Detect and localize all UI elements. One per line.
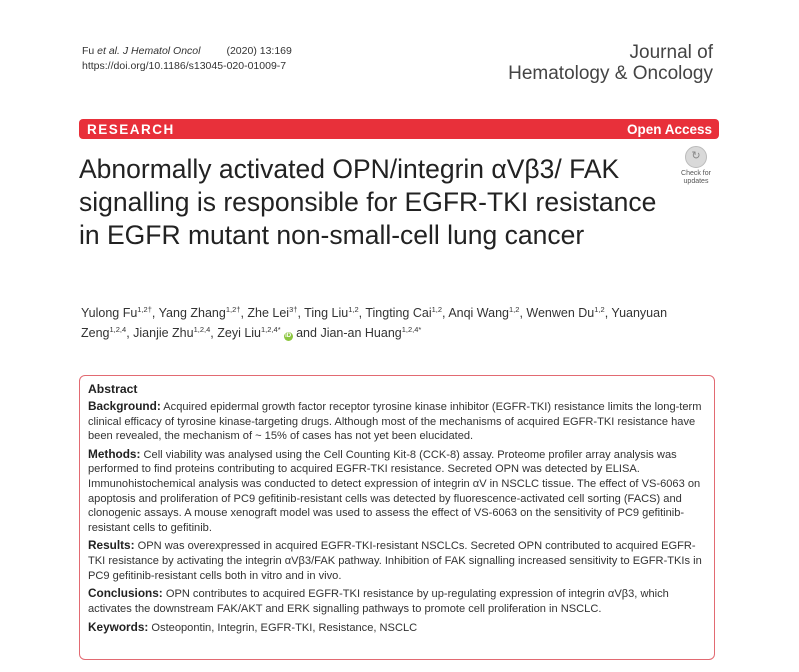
author-affiliation: 1,2,4*: [261, 325, 281, 334]
background-text: Acquired epidermal growth factor receptor tyrosine kinase inhibitor (EGFR-TKI) resistance limits the long-term clinical efficacy of tyrosine kinase-targeting drugs. Although most of the mechanisms of acquired EGFR-TKI resistance have been revealed, the mechanism of ~ 15% of cases has not yet been elucidated.: [88, 401, 702, 443]
author-separator: ,: [297, 306, 305, 320]
author-list: [81, 303, 701, 343]
author-affiliation: 1,2,4*: [401, 325, 422, 334]
author-name[interactable]: Zeyi Liu: [217, 326, 262, 340]
abstract-methods: [88, 447, 706, 536]
abstract-box: [79, 375, 715, 660]
methods-label: Methods:: [88, 446, 141, 461]
citation-block: [82, 44, 292, 74]
abstract-keywords: [88, 620, 706, 636]
author-name[interactable]: Zhe Lei: [247, 306, 290, 320]
author-affiliation: 1,2†: [137, 305, 152, 314]
results-label: Results:: [88, 538, 135, 553]
journal-name-line1: Journal of: [629, 42, 713, 63]
doi-link[interactable]: https://doi.org/10.1186/s13045-020-01009-7: [82, 60, 287, 72]
author-separator: ,: [126, 326, 134, 340]
results-text: OPN was overexpressed in acquired EGFR-TKI-resistant NSCLCs. Secreted OPN contributed to acquired EGFR-TKI resistance by activating the integrin αVβ3/FAK pathway. Inhibition of FAK signalling increased sensitivity to EGFR-TKIs in PC9 gefitinib-resistant cells both in vitro and in vivo.: [88, 540, 702, 582]
author-affiliation: 1,2: [431, 305, 443, 314]
author-affiliation: 1,2,4: [193, 325, 211, 334]
author-separator: ,: [240, 306, 248, 320]
author-affiliation: 1,2,4: [109, 325, 127, 334]
check-for-updates-icon: ↻: [685, 146, 707, 168]
abstract-background: [88, 399, 706, 444]
abstract-results: [88, 538, 706, 583]
keywords-text: Osteopontin, Integrin, EGFR-TKI, Resistance, NSCLC: [151, 622, 418, 635]
abstract-heading: Abstract: [88, 382, 138, 396]
author-name[interactable]: Yulong Fu: [81, 306, 138, 320]
author-name[interactable]: Wenwen Du: [526, 306, 595, 320]
author-separator: ,: [442, 306, 449, 320]
author-name[interactable]: Ting Liu: [304, 306, 349, 320]
check-for-updates-line1: Check for: [681, 170, 711, 177]
conclusions-text: OPN contributes to acquired EGFR-TKI resistance by up-regulating expression of integrin αVβ3, which activates the downstream FAK/AKT and ERK signalling pathways to promote cell proliferation in NSCLC.: [88, 588, 669, 615]
author-separator: ,: [358, 306, 366, 320]
author-name[interactable]: Yuanyuan Zeng: [81, 306, 668, 340]
author-separator: ,: [604, 306, 612, 320]
section-label: RESEARCH: [87, 121, 175, 137]
orcid-icon[interactable]: iD: [285, 333, 292, 339]
methods-text: Cell viability was analysed using the Cell Counting Kit-8 (CCK-8) assay. Proteome profiler array analysis was performed to find proteins contributing to acquired EGFR-TKI resistance. Secreted OPN was detected by ELISA. Immunohistochemical analysis was conducted to detect expression of integrin αV in NSCLC tissue. The effect of VS-6063 on apoptosis and proliferation of PC9 gefitinib-resistant cells was detected by fluorescence-activated cell sorting (FACS) and clonogenic assays. A mouse xenograft model was used to assess the effect of VS-6063 on the sensitivity of PC9 gefitinib-resistant cells to gefitinib.: [88, 448, 701, 534]
author-name[interactable]: Yang Zhang: [158, 306, 226, 320]
article-title: Abnormally activated OPN/integrin αVβ3/ FAK signalling is responsible for EGFR-TKI resistance in EGFR mutant non-small-cell lung cancer: [79, 154, 657, 250]
journal-name-line2: Hematology & Oncology: [508, 63, 713, 84]
keywords-label: Keywords:: [88, 620, 149, 635]
check-for-updates-button[interactable]: [676, 146, 716, 186]
author-affiliation: 1,2: [348, 305, 359, 314]
citation-journal: et al. J Hematol Oncol: [97, 45, 201, 57]
author-name[interactable]: Tingting Cai: [365, 306, 432, 320]
journal-name: [508, 42, 713, 84]
author-separator: ,: [151, 306, 159, 320]
author-affiliation: 3†: [289, 305, 298, 314]
check-for-updates-line2: updates: [683, 177, 709, 185]
author-affiliation: 1,2: [594, 305, 605, 314]
author-name[interactable]: and Jian-an Huang: [296, 326, 402, 340]
author-affiliation: 1,2: [509, 305, 520, 314]
author-separator: ,: [210, 326, 218, 340]
citation-line: [82, 44, 292, 59]
author-name[interactable]: Jianjie Zhu: [133, 326, 194, 340]
abstract-conclusions: [88, 586, 706, 616]
background-label: Background:: [88, 399, 161, 413]
author-name[interactable]: Anqi Wang: [448, 306, 509, 320]
conclusions-label: Conclusions:: [88, 586, 163, 601]
section-banner: [79, 119, 719, 139]
citation-year: (2020) 13:169: [226, 45, 292, 57]
citation-authors: Fu: [82, 45, 98, 57]
author-separator: ,: [519, 306, 527, 320]
author-affiliation: 1,2†: [225, 305, 241, 314]
open-access-label: Open Access: [626, 121, 712, 137]
